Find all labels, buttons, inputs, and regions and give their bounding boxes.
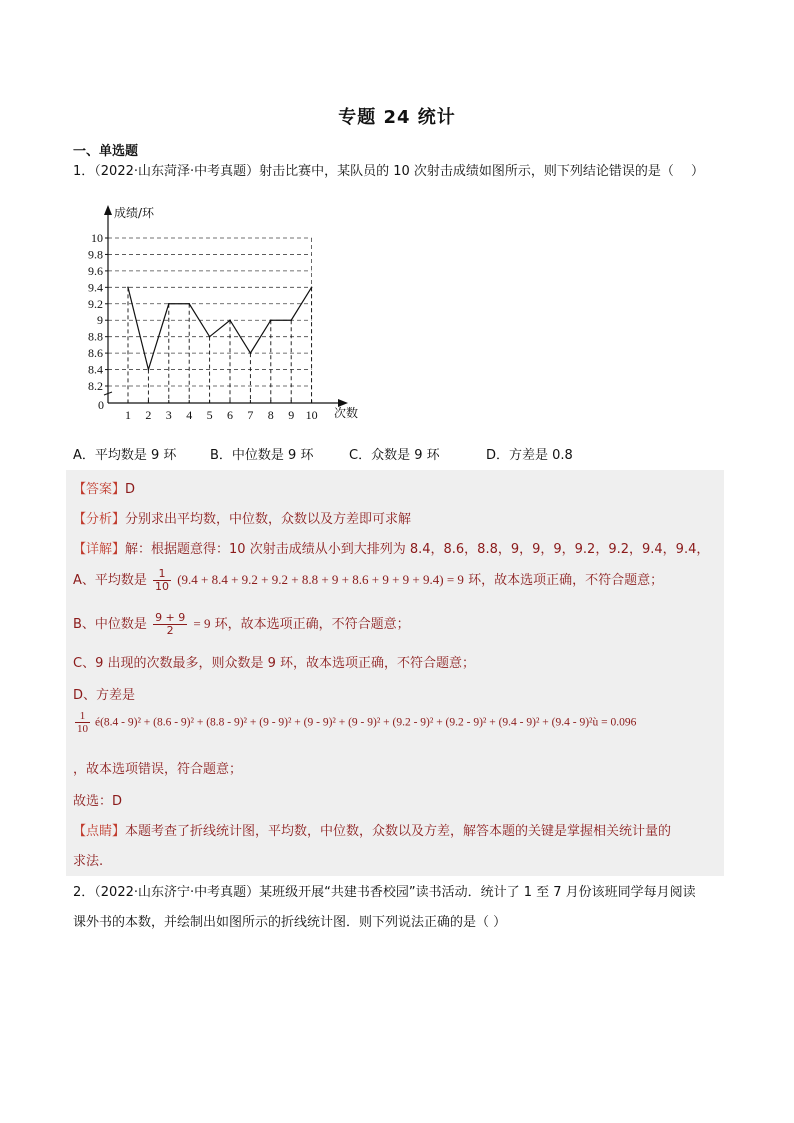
x-tick-label: 2 [145, 408, 152, 422]
fraction-b-numerator: 9 + 9 [155, 611, 186, 624]
question-1-stem: 1．（2022·山东菏泽·中考真题）射击比赛中，某队员的 10 次射击成绩如图所示，则下列结论错误的是（ ） [73, 164, 705, 179]
data-point [250, 352, 252, 354]
explain-c: C、9 出现的次数最多，则众数是 9 环，故本选项正确，不符合题意； [73, 656, 476, 671]
explain-b [73, 612, 410, 637]
x-tick-label: 8 [267, 408, 274, 422]
choose-line: 故选：D [73, 794, 123, 809]
y-tick-label: 8.8 [88, 329, 103, 344]
data-point [209, 336, 211, 338]
explain-b-expression: = 9 [193, 616, 211, 631]
option-b[interactable]: B．中位数是 9 环 [210, 448, 314, 463]
x-tick-label: 5 [206, 408, 213, 422]
data-point [311, 287, 313, 289]
y-tick-label: 10 [91, 231, 103, 245]
y-tick-label: 9.8 [88, 247, 103, 262]
option-a[interactable]: A．平均数是 9 环 [73, 448, 177, 463]
score-line-chart [82, 197, 372, 429]
y-axis-arrow [104, 205, 112, 215]
x-tick-label: 10 [305, 408, 318, 422]
detail-text: 解：根据题意得：10 次射击成绩从小到大排列为 8.4，8.6，8.8，9，9，9，9.2，9.2，9.4，9.4， [125, 542, 710, 557]
comment-line [73, 820, 671, 839]
variance-formula [73, 710, 636, 735]
comment-line-2: 求法. [73, 854, 104, 869]
chart-axes [104, 205, 348, 407]
explain-b-prefix: B、中位数是 [73, 617, 147, 632]
data-point [290, 319, 292, 321]
data-point [270, 319, 272, 321]
explain-d-suffix: ，故本选项错误，符合题意； [73, 762, 243, 777]
y-tick-label: 8.4 [88, 362, 103, 377]
x-tick-label: 6 [227, 408, 233, 422]
x-tick-label: 9 [288, 408, 295, 422]
detail-line [73, 538, 709, 557]
explain-a-prefix: A、平均数是 [73, 573, 147, 588]
fraction-a-numerator: 1 [153, 568, 171, 581]
fraction-b-denominator: 2 [166, 624, 174, 637]
origin-label: 0 [98, 398, 104, 412]
y-tick-label: 8.2 [88, 379, 103, 393]
section-heading: 一、单选题 [73, 144, 139, 159]
x-tick-label: 7 [247, 408, 254, 422]
data-point [148, 369, 150, 371]
question-2-line-1: 2．（2022·山东济宁·中考真题）某班级开展“共建书香校园”读书活动．统计了 1 至 7 月份该班同学每月阅读 [73, 885, 696, 900]
x-axis-label: 次数 [334, 406, 359, 420]
option-d[interactable]: D．方差是 0.8 [486, 448, 573, 463]
fraction-a-denominator: 10 [155, 580, 170, 593]
explain-b-suffix: 环，故本选项正确，不符合题意； [214, 617, 410, 632]
question-1-options [73, 444, 753, 464]
x-tick-label: 4 [186, 408, 193, 422]
analysis-label: 【分析】 [73, 512, 126, 527]
chart-marks [127, 287, 312, 371]
x-tick-label: 3 [165, 408, 172, 422]
y-axis-label: 成绩/环 [114, 206, 155, 220]
answer-panel [66, 470, 724, 876]
comment-text: 本题考查了折线统计图，平均数，中位数，众数以及方差，解答本题的关键是掌握相关统计量的 [125, 824, 672, 839]
answer-value: D [125, 482, 136, 497]
explain-d: D、方差是 [73, 688, 136, 703]
comment-label: 【点睛】 [73, 824, 126, 839]
y-tick-label: 8.6 [88, 346, 103, 361]
detail-label: 【详解】 [73, 542, 126, 557]
fraction-d-denominator: 10 [77, 723, 88, 735]
answer-line [73, 478, 135, 497]
data-point [188, 303, 190, 305]
data-point [229, 319, 231, 321]
page-title: 专题 24 统计 [338, 107, 456, 128]
data-point [127, 287, 129, 289]
x-tick-label: 1 [125, 408, 131, 422]
fraction-d [75, 710, 90, 735]
analysis-line [73, 508, 411, 527]
y-tick-label: 9.6 [88, 263, 103, 278]
y-tick-label: 9.2 [88, 296, 103, 311]
data-point [168, 303, 170, 305]
fraction-a [153, 568, 171, 593]
fraction-b [153, 612, 187, 637]
answer-label: 【答案】 [73, 482, 126, 497]
question-2-line-2: 课外书的本数，并绘制出如图所示的折线统计图．则下列说法正确的是（ ） [73, 915, 507, 930]
analysis-text: 分别求出平均数，中位数，众数以及方差即可求解 [125, 512, 412, 527]
variance-expression: é(8.4 - 9)² + (8.6 - 9)² + (8.8 - 9)² + (9 - 9)² + (9 - 9)² + (9 - 9)² + (9.2 - 9)² + (9.2 - 9)² + (9.4 - 9)² + (9.4 - 9)²ù = 0.096 [95, 716, 637, 729]
explain-a-suffix: 环，故本选项正确，不符合题意； [468, 573, 664, 588]
y-tick-label: 9.4 [88, 280, 103, 295]
explain-a [73, 568, 663, 593]
explain-a-expression: (9.4 + 8.4 + 9.2 + 9.2 + 8.8 + 9 + 8.6 + 9 + 9 + 9.4) = 9 [177, 572, 464, 587]
option-c[interactable]: C．众数是 9 环 [349, 448, 440, 463]
score-series-line [128, 287, 312, 369]
fraction-d-numerator: 1 [75, 710, 90, 723]
y-tick-label: 9 [97, 313, 103, 328]
chart-labels [88, 205, 358, 422]
